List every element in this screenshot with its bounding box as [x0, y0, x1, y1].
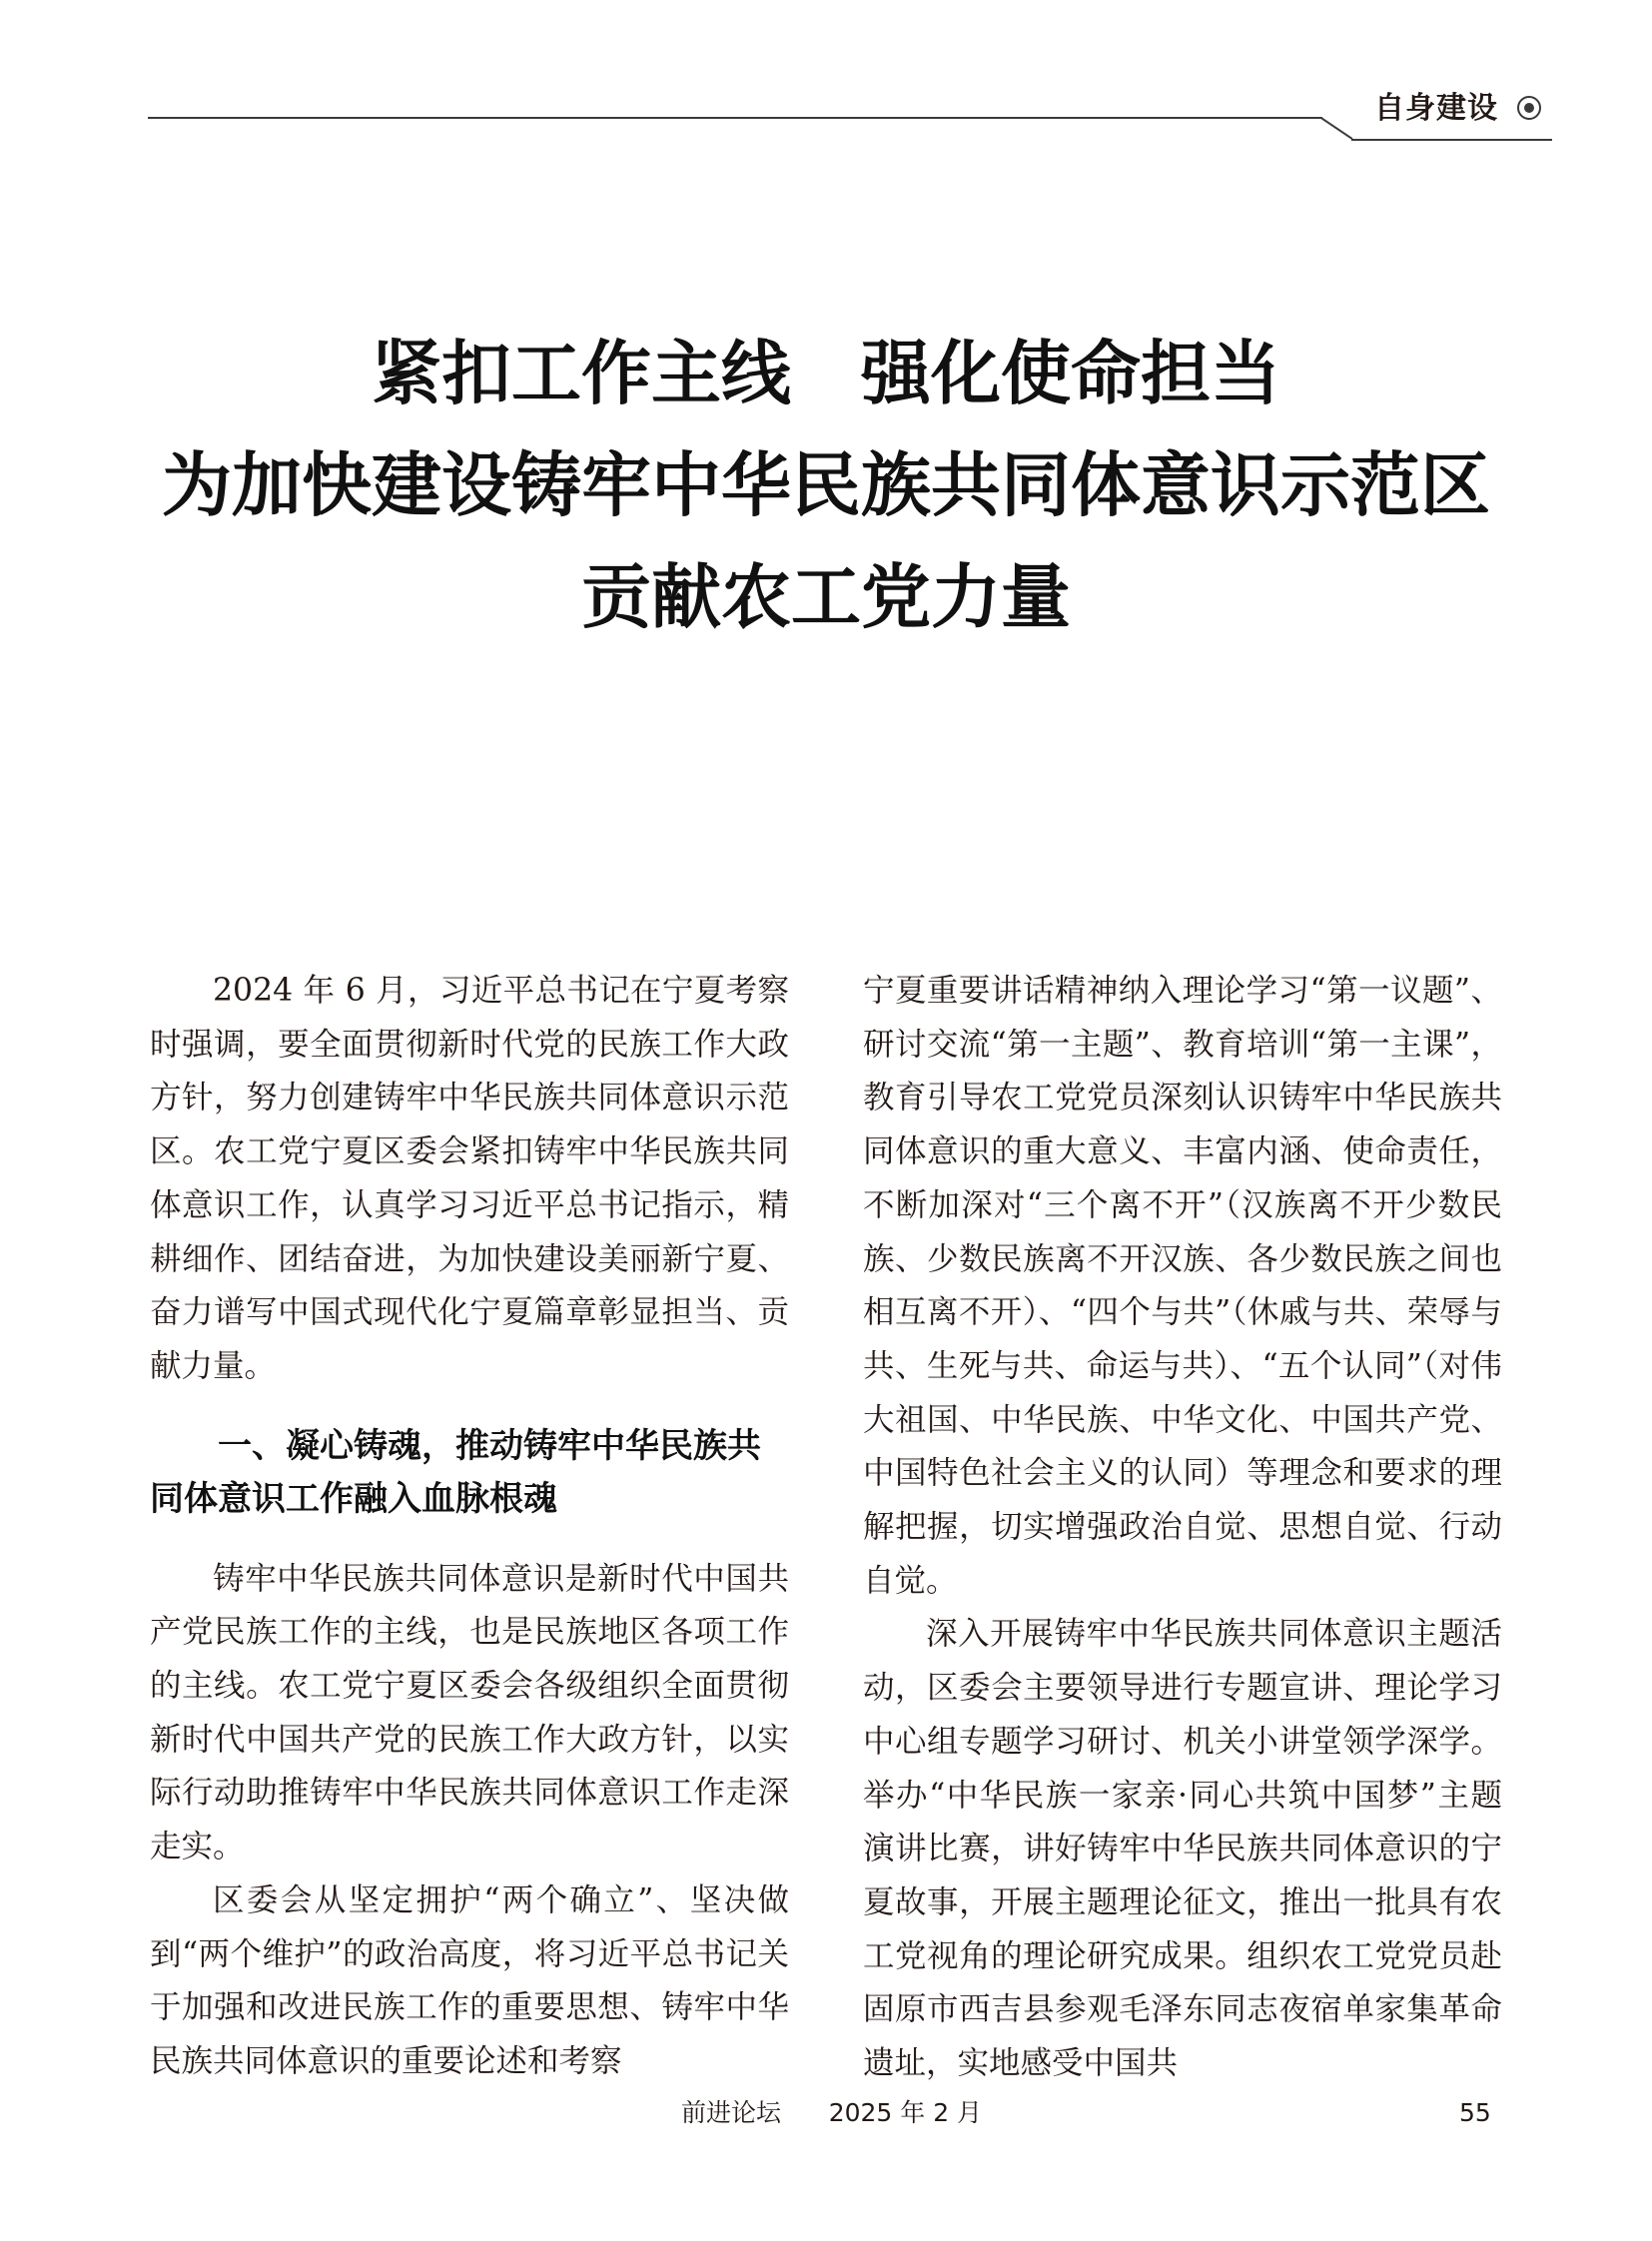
- paragraph: 铸牢中华民族共同体意识是新时代中国共产党民族工作的主线，也是民族地区各项工作的主线。农工党宁夏区委会各级组织全面贯彻新时代中国共产党的民族工作大政方针，以实际行动助推铸牢中华民族共同体意识工作走深走实。: [150, 1560, 789, 1866]
- header-rule-tail: [1351, 139, 1552, 141]
- paragraph-continued: 宁夏重要讲话精神纳入理论学习“第一议题”、研讨交流“第一主题”、教育培训“第一主课”，教育引导农工党党员深刻认识铸牢中华民族共同体意识的重大意义、丰富内涵、使命责任，不断加深对“三个离不开”（汉族离不开少数民族、少数民族离不开汉族、各少数民族之间也相互离不开）、“四个与共”（休戚与共、荣辱与共、生死与共、命运与共）、“五个认同”（对伟大祖国、中华民族、中华文化、中国共产党、中国特色社会主义的认同）等理念和要求的理解把握，切实增强政治自觉、思想自觉、行动自觉。: [863, 973, 1502, 1599]
- title-line-3: 贡献农工党力量: [581, 556, 1071, 638]
- paragraph-intro: 2024 年 6 月，习近平总书记在宁夏考察时强调，要全面贯彻新时代党的民族工作大政方针，努力创建铸牢中华民族共同体意识示范区。农工党宁夏区委会紧扣铸牢中华民族共同体意识工作，认真学习习近平总书记指示，精耕细作、团结奋进，为加快建设美丽新宁夏、奋力谱写中国式现代化宁夏篇章彰显担当、贡献力量。: [150, 973, 789, 1384]
- section-heading-1: 一、凝心铸魂，推动铸牢中华民族共同体意识工作融入血脉根魂: [150, 1425, 761, 1519]
- header-rule-bend: [1320, 117, 1353, 140]
- article-title: [60, 318, 1592, 653]
- paragraph: 区委会从坚定拥护“两个确立”、坚决做到“两个维护”的政治高度，将习近平总书记关于加强和改进民族工作的重要思想、铸牢中华民族共同体意识的重要论述和考察: [150, 1881, 789, 2079]
- title-line-1: 紧扣工作主线 强化使命担当: [372, 333, 1280, 414]
- left-column: [150, 965, 789, 2089]
- journal-name: 前进论坛: [681, 2098, 782, 2127]
- footer-journal-info: [681, 2095, 982, 2131]
- paragraph: 深入开展铸牢中华民族共同体意识主题活动，区委会主要领导进行专题宣讲、理论学习中心组专题学习研讨、机关小讲堂领学深学。举办“中华民族一家亲·同心共筑中国梦”主题演讲比赛，讲好铸牢中华民族共同体意识的宁夏故事，开展主题理论征文，推出一批具有农工党视角的理论研究成果。组织农工党党员赴固原市西吉县参观毛泽东同志夜宿单家集革命遗址，实地感受中国共: [863, 1616, 1502, 2082]
- header-rule: [148, 117, 1322, 119]
- bullseye-icon: [1517, 96, 1541, 120]
- section-label: 自身建设: [1374, 91, 1498, 126]
- title-line-2: 为加快建设铸牢中华民族共同体意识示范区: [162, 444, 1490, 526]
- issue-date: 2025 年 2 月: [828, 2098, 983, 2127]
- right-column: [863, 965, 1502, 2091]
- page-number: 55: [1459, 2098, 1491, 2127]
